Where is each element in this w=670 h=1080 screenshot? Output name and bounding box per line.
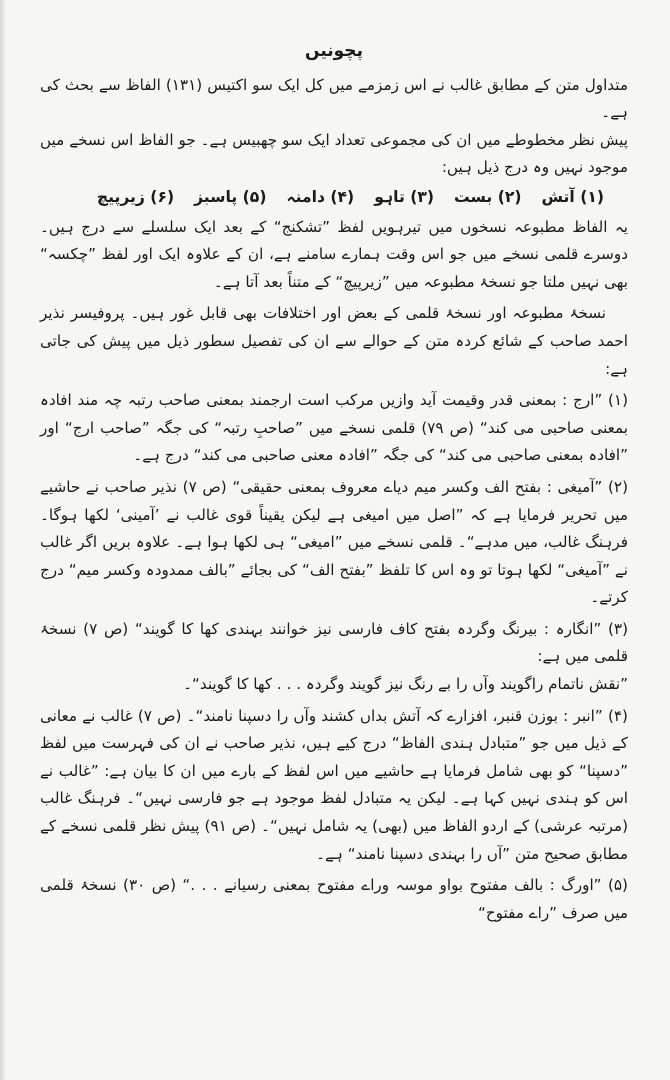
entry-5-awrag: (۵) ”اورگ : بالف مفتوح بواو موسہ وراے مفتوح بمعنی رسیانے . . .“ (ص ۳۰) نسخۂ قلمی میں صرف ”راے مفتوح“ [40, 876, 628, 922]
intro-line-2: پیش نظر مخطوطے میں ان کی مجموعی تعداد ایک سو چھبیس ہے۔ جو الفاظ اس نسخے میں موجود نہیں وہ درج ذیل ہیں: [40, 130, 628, 177]
entry-2-amighi: (۲) ”آمیغی : بفتح الف وکسر میم دیاے معروف بمعنی حقیقی“ (ص ۷) نذیر صاحب نے حاشیے میں تحریر فرمایا ہے کہ ”اصل میں امیغی ہے لیکن یقیناً قوی غالب نے ’آمینی‘ لکھا ہوگا۔ فرہنگ غالب، میں مدہے“۔ قلمی نسخے میں ”امیغی“ ہی لکھا ہوا ہے۔ علاوہ بریں اگر غالب نے ”آمیغی“ لکھا ہوتا تو وہ اس کا تلفظ ”بفتح الف“ کی بجائے ”بالف ممدودہ وکسر میم“ درج کرتے۔ [40, 477, 628, 607]
missing-word: (۲) بست [454, 187, 522, 206]
entry-1-arj: (۱) ”ارج : بمعنی قدر وقیمت آید وازیں مرکب است ارجمند بمعنی صاحب رتبہ چہ مند افادہ بمعنی صاحبی می کند“ (ص ۷۹) قلمی نسخے میں ”صاحبِ رتبہ“ کی جگہ ”صاحب ارج“ اور ”افادہ بمعنی صاحبی می کند“ کی جگہ ”افادہ معنی صاحبی می کند“ درج ہے۔ [40, 391, 628, 465]
missing-words-list [40, 184, 628, 212]
paragraph-sequence-note: یہ الفاظ مطبوعہ نسخوں میں تیرہویں لفظ ”تشکنج“ کے بعد ایک سلسلے سے درج ہیں۔ دوسرے قلمی نسخے میں جو اس وقت ہمارے سامنے ہے، ان کے علاوہ ایک اور لفظ ”چکسہ“ بھی نہیں ملتا جو نسخۂ مطبوعہ میں ”زیرپیچ“ کے متناً بعد آتا ہے۔ [40, 217, 628, 291]
section-heading: پچونیں [305, 41, 363, 61]
entry-4-anbar: (۴) ”انبر : بوزن قنبر، افزارے کہ آتش بداں کشند وآں را دسپنا نامند“۔ (ص ۷) غالب نے معانی کے ذیل میں جو ”متبادل ہندی الفاظ“ درج کیے ہیں، نذیر صاحب نے ان کی فہرست میں لفظ ”دسپنا“ کو بھی شامل فرمایا ہے حاشیے میں اس لفظ کے بارے میں ان کا بیان ہے: ”غالب نے اس کو ہندی نہیں کہا ہے۔ لیکن یہ متبادل لفظ موجود ہے جو فارسی نہیں“۔ فرہنگ غالب (مرتبہ عرشی) کے اردو الفاظ میں (بھی) یہ شامل نہیں“۔ (ص ۹۱) پیش نظر قلمی نسخے کے مطابق صحیح متن ”آں را بہندی دسپنا نامند“ ہے۔ [40, 706, 628, 863]
missing-word: (۴) دامنہ [286, 187, 355, 206]
document-body [40, 38, 628, 927]
missing-word: (۳) تاہو [374, 187, 435, 206]
paragraph-differences-intro: نسخۂ مطبوعہ اور نسخۂ قلمی کے بعض اور اختلافات بھی قابل غور ہیں۔ پروفیسر نذیر احمد صاحب کے شائع کردہ متن کے حوالے سے ان کی تفصیل سطور ذیل میں پیش کی جاتی ہے: [40, 304, 628, 378]
missing-word: (۱) آتش [541, 187, 604, 206]
entry-3-angara: (۳) ”انگارہ : بیرنگ وگردہ بفتح کاف فارسی نیز خوانند بہندی کھا کا گویند“ (ص ۷) نسخۂ قلمی میں ہے: [40, 619, 628, 666]
scan-edge [0, 0, 6, 1080]
entry-3-quote: ”نقش ناتمام راگویند وآں را بے رنگ نیز گویند وگردہ . . . کھا کا گویند“۔ [183, 675, 628, 694]
missing-word: (۶) زیرپیچ [96, 187, 175, 206]
missing-word: (۵) پاسبز [194, 187, 267, 206]
intro-line-1: متداول متن کے مطابق غالب نے اس زمزمے میں کل ایک سو اکتیس (۱۳۱) الفاظ سے بحث کی ہے۔ [40, 75, 628, 122]
